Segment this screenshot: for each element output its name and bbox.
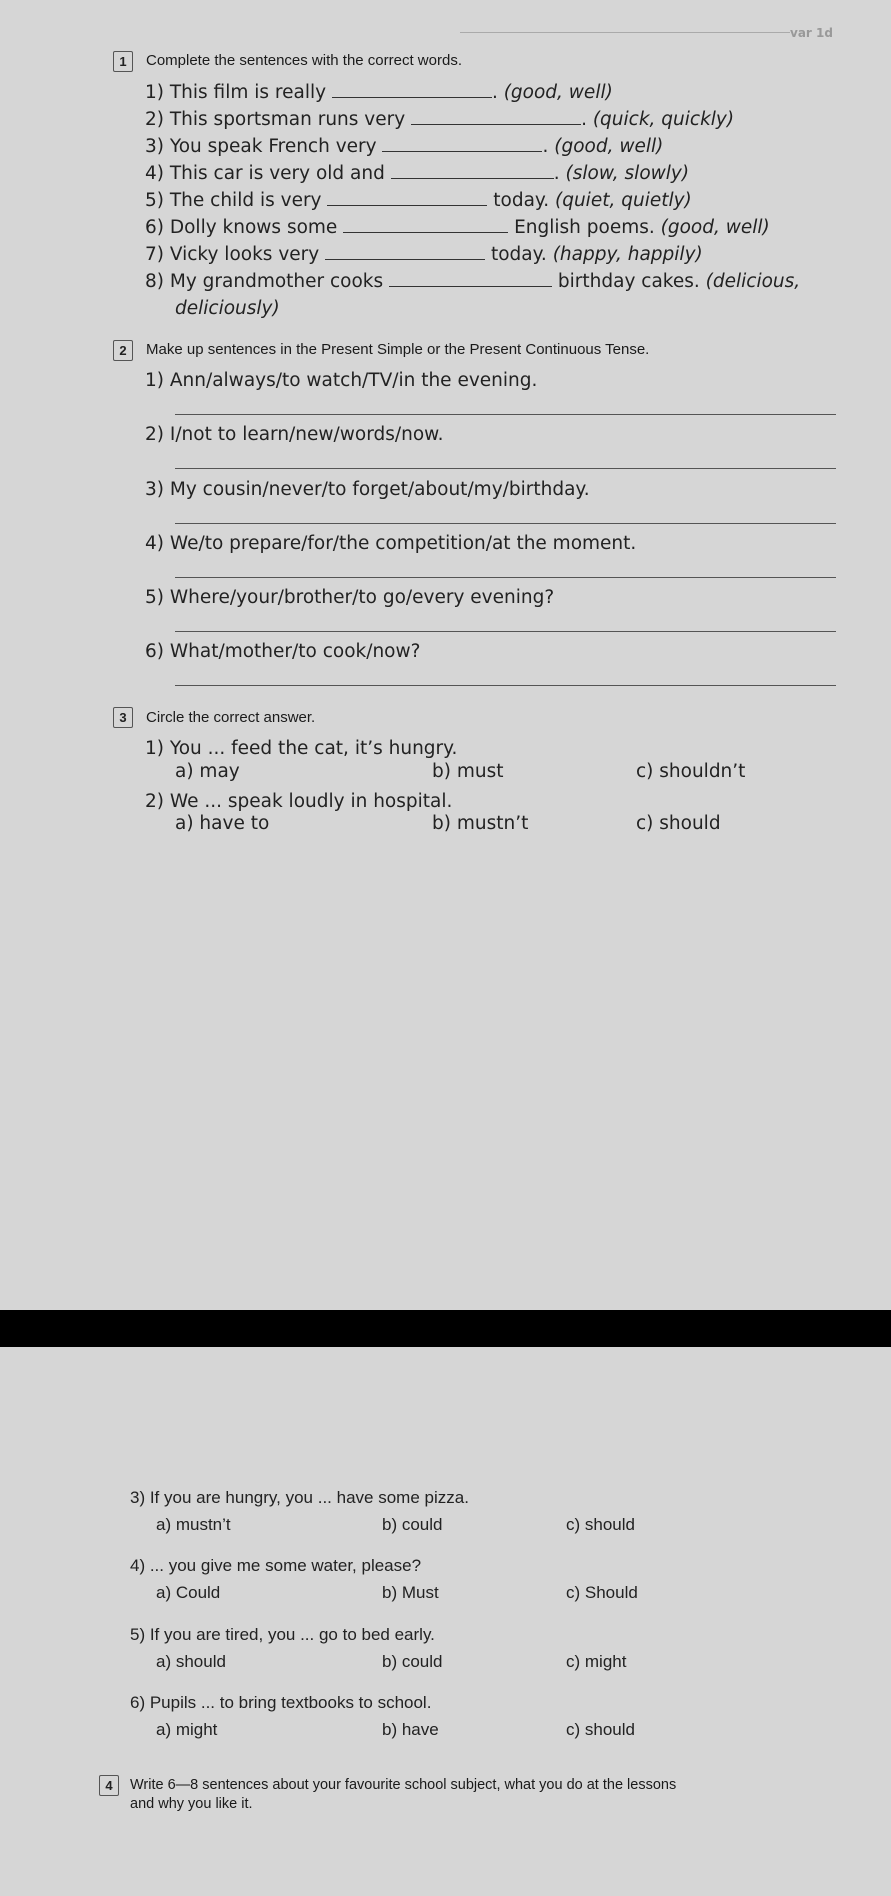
ex3-option-b[interactable]: b) mustn’t [432, 813, 529, 834]
ex1-item-text: 6) Dolly knows some [145, 217, 344, 238]
ex1-item-hint: (quiet, quietly) [555, 190, 692, 211]
ex3-question-2: 2) We ... speak loudly in hospital. [145, 791, 453, 812]
ex3-option-c[interactable]: c) should [566, 1720, 635, 1739]
ex3-option-a[interactable]: a) have to [175, 813, 270, 834]
exercise-2-number: 2 [113, 340, 133, 361]
ex1-item8-continuation: deliciously) [175, 298, 280, 319]
ex1-item-2 [145, 109, 734, 130]
ex1-item-text: 1) This film is really [145, 82, 332, 103]
ex1-item-continuation: . [553, 163, 566, 184]
ex1-item-text: 3) You speak French very [145, 136, 383, 157]
ex1-item-5 [145, 190, 692, 211]
answer-line[interactable] [175, 468, 836, 469]
ex2-item-2: 2) I/not to learn/new/words/now. [145, 424, 444, 445]
ex3-option-b[interactable]: b) could [382, 1652, 443, 1671]
ex3-option-c[interactable]: c) should [636, 813, 721, 834]
answer-blank[interactable] [391, 164, 554, 179]
ex2-item-4: 4) We/to prepare/for/the competition/at the moment. [145, 533, 637, 554]
ex1-item-1 [145, 82, 613, 103]
ex1-item-continuation: today. [485, 244, 553, 265]
answer-line[interactable] [175, 414, 836, 415]
exercise-1-number: 1 [113, 51, 133, 72]
ex1-item-6 [145, 217, 770, 238]
ex1-item-hint: (happy, happily) [552, 244, 703, 265]
answer-blank[interactable] [332, 83, 492, 98]
ex3-option-b[interactable]: b) have [382, 1720, 439, 1739]
exercise-4-number: 4 [99, 1775, 119, 1796]
answer-blank[interactable] [411, 110, 581, 125]
ex1-item-4 [145, 163, 689, 184]
ex3-question-3: 3) If you are hungry, you ... have some pizza. [130, 1488, 469, 1507]
ex3-option-a[interactable]: a) should [156, 1652, 226, 1671]
exercise-4-task-line1: Write 6—8 sentences about your favourite school subject, what you do at the lessons [130, 1777, 677, 1793]
ex3-option-b[interactable]: b) Must [382, 1583, 439, 1602]
answer-line[interactable] [175, 631, 836, 632]
ex1-item-8 [145, 271, 800, 292]
ex3-question-5: 5) If you are tired, you ... go to bed early. [130, 1625, 435, 1644]
ex1-item-hint: (slow, slowly) [565, 163, 690, 184]
ex3-option-c[interactable]: c) should [566, 1515, 635, 1534]
ex2-item-5: 5) Where/your/brother/to go/every evening? [145, 587, 555, 608]
exercise-3-number: 3 [113, 707, 133, 728]
ex3-question-1: 1) You ... feed the cat, it’s hungry. [145, 738, 458, 759]
ex3-option-a[interactable]: a) may [175, 761, 240, 782]
exercise-3-task: Circle the correct answer. [146, 709, 316, 726]
ex3-option-c[interactable]: c) might [566, 1652, 627, 1671]
ex2-item-6: 6) What/mother/to cook/now? [145, 641, 421, 662]
variant-mark: var 1d [790, 26, 833, 40]
answer-blank[interactable] [382, 137, 542, 152]
ex3-option-b[interactable]: b) must [432, 761, 504, 782]
ex1-item-3 [145, 136, 663, 157]
ex1-item-hint: (quick, quickly) [592, 109, 735, 130]
ex3-option-b[interactable]: b) could [382, 1515, 443, 1534]
ex1-item-text: 5) The child is very [145, 190, 328, 211]
ex2-item-1: 1) Ann/always/to watch/TV/in the evening. [145, 370, 538, 391]
ex3-option-a[interactable]: a) might [156, 1720, 218, 1739]
ex1-item-continuation: . [542, 136, 555, 157]
ex2-item-3: 3) My cousin/never/to forget/about/my/birthday. [145, 479, 590, 500]
ex3-option-a[interactable]: a) mustn’t [156, 1515, 231, 1534]
answer-line[interactable] [175, 685, 836, 686]
exercise-1-task: Complete the sentences with the correct words. [146, 52, 462, 69]
ex1-item-7 [145, 244, 703, 265]
ex1-item-text: 4) This car is very old and [145, 163, 391, 184]
ex1-item-hint: (delicious, [705, 271, 801, 292]
black-separator [0, 1310, 891, 1347]
ex3-question-4: 4) ... you give me some water, please? [130, 1556, 422, 1575]
exercise-4-task-line2: and why you like it. [130, 1796, 253, 1812]
ex1-item-text: 2) This sportsman runs very [145, 109, 412, 130]
ex1-item-continuation: . [581, 109, 593, 130]
exercise-2-task: Make up sentences in the Present Simple or the Present Continuous Tense. [146, 341, 650, 358]
ex3-option-a[interactable]: a) Could [156, 1583, 221, 1602]
ex1-item-hint: (good, well) [503, 82, 613, 103]
ex1-item-text: 7) Vicky looks very [145, 244, 326, 265]
ex1-item-hint: (good, well) [660, 217, 770, 238]
ex1-item-hint: (good, well) [554, 136, 664, 157]
top-rule [460, 32, 790, 33]
ex3-question-6: 6) Pupils ... to bring textbooks to school. [130, 1693, 432, 1712]
ex1-item-continuation: English poems. [508, 217, 661, 238]
ex1-item-continuation: . [491, 82, 504, 103]
answer-blank[interactable] [325, 245, 485, 260]
answer-blank[interactable] [343, 218, 508, 233]
ex1-item-continuation: today. [487, 190, 555, 211]
ex3-option-c[interactable]: c) Should [566, 1583, 638, 1602]
ex1-item-continuation: birthday cakes. [552, 271, 706, 292]
answer-line[interactable] [175, 523, 836, 524]
answer-blank[interactable] [389, 272, 552, 287]
answer-line[interactable] [175, 577, 836, 578]
ex3-option-c[interactable]: c) shouldn’t [636, 761, 746, 782]
ex1-item-text: 8) My grandmother cooks [145, 271, 390, 292]
answer-blank[interactable] [327, 191, 487, 206]
